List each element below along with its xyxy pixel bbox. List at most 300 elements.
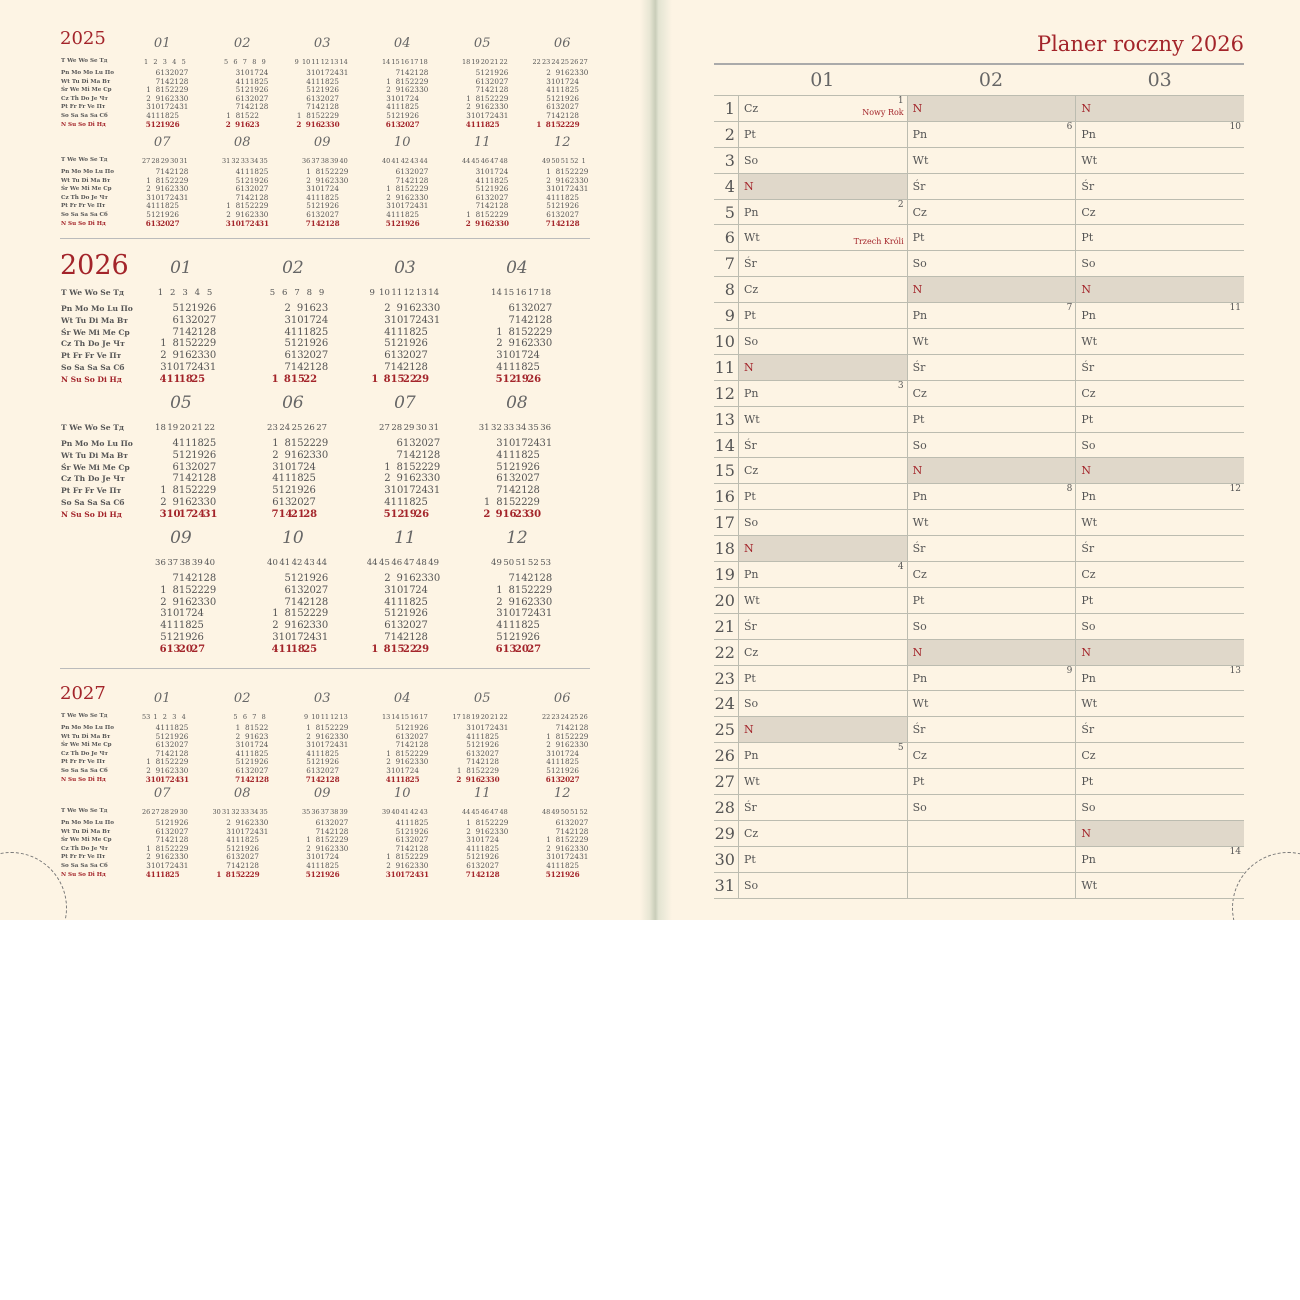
legend-line: Śr We Mi Me Ср: [61, 87, 112, 94]
weekday-label: N: [743, 542, 754, 556]
day-number: [179, 121, 188, 130]
day-number: 25: [169, 201, 179, 211]
day-cell[interactable]: [1075, 743, 1244, 768]
week-number: 29: [160, 157, 169, 165]
day-cell[interactable]: [738, 562, 907, 587]
week-number: 28: [391, 423, 403, 433]
day-number: 10: [471, 723, 481, 732]
week-number: 52: [570, 157, 579, 165]
day-number: 28: [539, 314, 553, 326]
day-number: 14: [560, 826, 570, 836]
day-number: 23: [259, 731, 269, 741]
day-cell[interactable]: [1075, 691, 1244, 716]
day-number: 8: [545, 119, 551, 129]
day-number: 26: [259, 85, 269, 95]
day-cell[interactable]: [1075, 666, 1244, 691]
legend-line: N Su So Di Нд: [61, 871, 106, 878]
week-number: 42: [410, 808, 419, 816]
day-cell[interactable]: [1075, 96, 1244, 121]
day-cell[interactable]: [738, 510, 907, 535]
day-number: 31: [499, 110, 509, 120]
day-number: 10: [151, 860, 161, 870]
day-cell[interactable]: [907, 743, 1076, 768]
day-number: 10: [278, 461, 292, 473]
day-number: 8: [724, 280, 735, 300]
day-number: 4: [172, 438, 179, 449]
weekday-label: Pt: [912, 231, 925, 245]
day-cell[interactable]: [1075, 588, 1244, 613]
day-number: 8: [475, 818, 481, 827]
day-number: 22: [409, 748, 419, 758]
days-row: [490, 315, 551, 327]
day-cell[interactable]: [907, 821, 1076, 846]
day-number: 15: [230, 869, 241, 879]
day-number: [490, 315, 502, 327]
day-number: 5: [395, 826, 401, 836]
day-number: 14: [160, 835, 170, 845]
day-number: 21: [191, 473, 204, 485]
day-cell[interactable]: [907, 691, 1076, 716]
day-number: 19: [560, 765, 570, 775]
day-cell[interactable]: [1075, 795, 1244, 820]
day-number: 21: [569, 826, 579, 836]
day-number: 25: [329, 76, 339, 86]
day-cell[interactable]: [907, 795, 1076, 820]
day-number: [539, 374, 551, 386]
day-number: 6: [395, 835, 401, 845]
day-number: 4: [466, 843, 471, 853]
day-number: 15: [502, 496, 516, 508]
day-number: [339, 862, 348, 871]
day-cell[interactable]: [738, 96, 907, 121]
week-number: 37: [167, 558, 179, 568]
day-cell[interactable]: [738, 536, 907, 561]
day-number: 26: [315, 338, 329, 350]
day-number: 1: [306, 835, 311, 845]
day-number: 22: [329, 835, 339, 845]
day-cell[interactable]: [738, 148, 907, 173]
day-number: 8: [155, 175, 161, 185]
planner-row: [714, 328, 1244, 354]
week-numbers-row: [221, 58, 268, 66]
week-numbers-row: [301, 713, 348, 721]
week-number: 2: [153, 58, 158, 66]
day-cell[interactable]: [738, 691, 907, 716]
day-number: 4: [235, 167, 241, 176]
day-cell[interactable]: [1075, 174, 1244, 199]
week-numbers-row: [490, 288, 551, 298]
month-days: [141, 168, 188, 228]
day-number: 30: [489, 774, 500, 784]
day-number: 6: [475, 76, 481, 86]
day-number: 10: [551, 184, 561, 194]
day-number: 10: [390, 314, 404, 326]
day-number: 15: [402, 461, 416, 473]
day-cell[interactable]: [1075, 847, 1244, 872]
day-number: [499, 871, 508, 880]
day-cell[interactable]: [1075, 614, 1244, 639]
day-number: 23: [320, 119, 331, 129]
day-number: 23: [415, 303, 428, 314]
day-number: 15: [390, 643, 405, 655]
day-cell[interactable]: [738, 225, 907, 250]
day-cell[interactable]: [738, 329, 907, 354]
day-cell[interactable]: [907, 329, 1076, 354]
weekday-label: N: [1081, 283, 1091, 297]
day-cell[interactable]: [907, 381, 1076, 406]
days-row: [366, 573, 440, 585]
day-number: [452, 741, 461, 750]
day-number: 30: [179, 184, 189, 194]
week-number: 14: [1229, 846, 1242, 857]
day-cell[interactable]: [907, 277, 1076, 302]
week-number: 44: [366, 558, 378, 568]
day-cell[interactable]: [907, 96, 1076, 121]
day-cell[interactable]: [907, 174, 1076, 199]
days-row: [266, 632, 327, 644]
week-number: 6: [233, 58, 238, 66]
day-number: 30: [203, 496, 217, 508]
day-number: 13: [714, 409, 735, 429]
day-number: 1: [483, 496, 491, 508]
day-cell[interactable]: [738, 666, 907, 691]
planner-row: [714, 794, 1244, 820]
day-number: 1: [235, 723, 241, 732]
day-number: 14: [400, 68, 410, 77]
day-cell[interactable]: [1075, 225, 1244, 250]
day-number: 30: [539, 338, 553, 350]
day-cell[interactable]: [738, 433, 907, 458]
weekday-label: Pn: [912, 127, 928, 141]
month-days: [541, 819, 588, 879]
day-number: 31: [203, 361, 217, 373]
day-cell[interactable]: [738, 251, 907, 276]
day-cell[interactable]: [738, 821, 907, 846]
days-row: [154, 473, 215, 485]
day-number: 1: [386, 76, 391, 86]
days-row: [266, 450, 327, 462]
day-number: [339, 202, 348, 211]
day-number: 27: [203, 461, 217, 473]
day-number: 2: [384, 573, 391, 584]
day-number: 19: [402, 338, 416, 350]
day-number: 10: [471, 835, 481, 845]
day-number: 27: [415, 620, 428, 632]
weekday-label: Cz: [743, 464, 759, 478]
day-number: [461, 177, 470, 186]
day-number: 22: [402, 643, 417, 655]
day-number: 21: [527, 573, 540, 584]
day-number: 6: [306, 765, 311, 775]
day-cell[interactable]: [907, 717, 1076, 742]
day-cell[interactable]: [1075, 433, 1244, 458]
day-cell[interactable]: [1075, 329, 1244, 354]
day-number: 22: [409, 184, 419, 194]
day-number: 24: [303, 631, 316, 643]
day-cell[interactable]: [907, 588, 1076, 613]
days-row: [490, 374, 551, 386]
day-cell[interactable]: [738, 407, 907, 432]
day-number: 26: [409, 218, 420, 228]
legend-header: T We Wo Se Тд: [61, 58, 108, 64]
day-number: 3: [306, 852, 311, 862]
day-cell[interactable]: [1075, 277, 1244, 302]
day-number: 20: [409, 835, 419, 845]
day-number: 12: [278, 485, 292, 497]
day-cell[interactable]: [1075, 484, 1244, 509]
day-number: 12: [311, 201, 321, 211]
day-cell[interactable]: [738, 355, 907, 380]
day-cell[interactable]: [907, 251, 1076, 276]
month-number: 07: [153, 786, 171, 801]
day-number: 12: [311, 85, 321, 95]
day-cell[interactable]: [1075, 640, 1244, 665]
week-number: 37: [320, 808, 329, 816]
day-number: 4: [226, 835, 231, 845]
day-cell[interactable]: [738, 588, 907, 613]
planner-row: [714, 406, 1244, 432]
day-number: 16: [290, 449, 304, 461]
day-number: [221, 185, 230, 194]
day-cell[interactable]: [738, 277, 907, 302]
day-number: 2: [306, 731, 311, 741]
day-cell[interactable]: [1075, 122, 1244, 147]
day-number: 31: [579, 852, 589, 862]
day-cell[interactable]: [738, 484, 907, 509]
day-cell[interactable]: [738, 769, 907, 794]
day-number: 14: [400, 175, 410, 185]
day-cell[interactable]: [907, 200, 1076, 225]
day-number: 23: [315, 303, 329, 314]
day-number: [212, 819, 221, 828]
day-cell[interactable]: [907, 640, 1076, 665]
day-number: [339, 112, 348, 121]
day-number: [301, 819, 310, 828]
day-number: 30: [179, 852, 189, 862]
weekday-label: Wt: [743, 231, 760, 245]
week-number: 7: [242, 58, 247, 66]
day-cell[interactable]: [738, 122, 907, 147]
day-number: 19: [160, 119, 171, 129]
day-cell[interactable]: [907, 303, 1076, 328]
day-number: 18: [402, 326, 416, 338]
planner-row: [714, 768, 1244, 794]
day-number: 21: [169, 76, 179, 86]
week-number: 24: [560, 713, 569, 721]
day-number: 16: [178, 596, 192, 608]
day-cell[interactable]: [907, 769, 1076, 794]
day-number: 18: [400, 774, 411, 784]
day-cell[interactable]: [738, 200, 907, 225]
day-number: 6: [284, 350, 291, 362]
day-number: 17: [480, 110, 490, 120]
day-cell[interactable]: [1075, 381, 1244, 406]
day-cell[interactable]: [1075, 717, 1244, 742]
day-number: 10: [551, 748, 561, 758]
weekday-label: Pt: [1081, 775, 1094, 789]
day-number: 10: [311, 852, 321, 862]
day-number: 28: [569, 110, 579, 120]
day-cell[interactable]: [738, 458, 907, 483]
week-number: 15: [400, 713, 409, 721]
day-number: [221, 78, 230, 87]
day-number: 17: [402, 314, 416, 326]
day-cell[interactable]: [1075, 458, 1244, 483]
day-cell[interactable]: [907, 510, 1076, 535]
day-number: [366, 608, 378, 620]
day-number: 24: [415, 584, 428, 596]
day-cell[interactable]: [1075, 536, 1244, 561]
day-number: 11: [502, 449, 516, 461]
day-cell[interactable]: [738, 614, 907, 639]
day-cell[interactable]: [907, 562, 1076, 587]
day-number: 5: [155, 731, 161, 741]
day-number: 6: [155, 826, 161, 836]
day-cell[interactable]: [1075, 200, 1244, 225]
weekday-label: Śr: [1081, 723, 1095, 737]
day-number: 21: [409, 175, 419, 185]
day-number: 3: [546, 76, 551, 86]
week-number: 26: [579, 713, 588, 721]
day-cell[interactable]: [1075, 562, 1244, 587]
day-number: 15: [514, 584, 528, 596]
day-number: [461, 168, 470, 177]
day-cell[interactable]: [738, 717, 907, 742]
weekday-legend: [61, 58, 114, 129]
day-cell[interactable]: [907, 847, 1076, 872]
day-number: 17: [160, 192, 170, 202]
day-cell[interactable]: [907, 122, 1076, 147]
day-cell[interactable]: [907, 355, 1076, 380]
day-cell[interactable]: [738, 795, 907, 820]
planner-row: [714, 199, 1244, 225]
week-number: 19: [471, 713, 480, 721]
days-row: [478, 509, 552, 521]
day-number: 23: [191, 350, 204, 362]
day-cell[interactable]: [738, 303, 907, 328]
day-cell[interactable]: [907, 614, 1076, 639]
day-cell[interactable]: [1075, 821, 1244, 846]
day-number: 9: [724, 306, 735, 326]
day-number: 31: [178, 774, 189, 784]
weekday-legend: [61, 423, 133, 521]
day-number: 6: [235, 765, 241, 775]
day-number: 24: [249, 826, 259, 836]
day-cell[interactable]: [1075, 303, 1244, 328]
day-number: [366, 362, 378, 374]
day-cell[interactable]: [738, 640, 907, 665]
legend-line: Pn Mo Mo Lu По: [61, 820, 114, 826]
day-number: 11: [278, 473, 292, 485]
day-cell[interactable]: [1075, 769, 1244, 794]
week-number: 21: [490, 58, 499, 66]
day-number: 30: [539, 596, 553, 608]
day-number: 1: [296, 110, 302, 120]
day-number: 16: [560, 175, 570, 185]
days-row: [141, 871, 188, 880]
day-number: 8: [466, 765, 471, 775]
day-number: 31: [418, 869, 429, 879]
week-numbers-row: [452, 713, 508, 721]
day-number: 19: [402, 608, 416, 620]
day-number: 2: [386, 860, 391, 870]
day-cell[interactable]: [907, 873, 1076, 898]
day-number: 8: [225, 869, 231, 879]
day-cell[interactable]: [907, 666, 1076, 691]
day-number: 28: [415, 631, 428, 643]
day-cell[interactable]: [1075, 873, 1244, 898]
day-number: 10: [391, 201, 401, 211]
day-cell[interactable]: [738, 873, 907, 898]
day-number: 8: [235, 110, 241, 120]
day-number: 4: [160, 620, 167, 632]
week-number: 3: [172, 713, 177, 721]
day-number: 2: [483, 508, 491, 520]
week-number: 22: [532, 58, 541, 66]
week-number: 2: [170, 288, 176, 298]
day-number: 12: [480, 184, 490, 194]
day-cell[interactable]: [738, 174, 907, 199]
legend-line: Śr We Mi Me Ср: [61, 837, 112, 844]
day-number: 8: [555, 731, 561, 741]
day-number: 29: [315, 438, 329, 449]
planner-row: [714, 457, 1244, 483]
day-number: 22: [259, 723, 269, 732]
month-number: 05: [170, 393, 192, 413]
day-number: 30: [203, 596, 217, 608]
day-cell[interactable]: [907, 148, 1076, 173]
day-cell[interactable]: [907, 225, 1076, 250]
day-cell[interactable]: [907, 458, 1076, 483]
day-cell[interactable]: [1075, 148, 1244, 173]
day-cell[interactable]: [907, 433, 1076, 458]
day-number: [378, 450, 390, 462]
day-number: [154, 327, 166, 339]
year-label: 2026: [60, 250, 129, 281]
day-cell[interactable]: [1075, 355, 1244, 380]
day-number: 29: [249, 869, 260, 879]
day-number: 27: [499, 192, 509, 202]
day-cell[interactable]: [1075, 407, 1244, 432]
day-number: 10: [166, 361, 180, 373]
day-cell[interactable]: [1075, 251, 1244, 276]
day-cell[interactable]: [1075, 510, 1244, 535]
day-number: 15: [560, 835, 570, 845]
day-cell[interactable]: [738, 743, 907, 768]
day-number: 20: [489, 76, 499, 86]
day-cell[interactable]: [907, 536, 1076, 561]
day-cell[interactable]: [738, 847, 907, 872]
day-number: 6: [495, 643, 503, 655]
days-row: [154, 462, 215, 474]
day-number: [339, 758, 348, 767]
day-number: 2: [386, 85, 391, 95]
weekday-label: Śr: [912, 542, 926, 556]
day-number: [141, 819, 150, 828]
legend-header: T We Wo Se Тд: [61, 157, 108, 163]
day-cell[interactable]: [907, 407, 1076, 432]
day-number: 23: [409, 757, 419, 767]
day-cell[interactable]: [907, 484, 1076, 509]
day-number: 12: [151, 209, 161, 219]
day-number: 15: [290, 438, 304, 449]
day-number: 5: [160, 631, 167, 643]
weekday-label: Śr: [1081, 360, 1095, 374]
day-number: 15: [400, 184, 410, 194]
day-cell[interactable]: [738, 381, 907, 406]
planner-row: [714, 872, 1244, 899]
week-numbers-row: [154, 288, 215, 298]
